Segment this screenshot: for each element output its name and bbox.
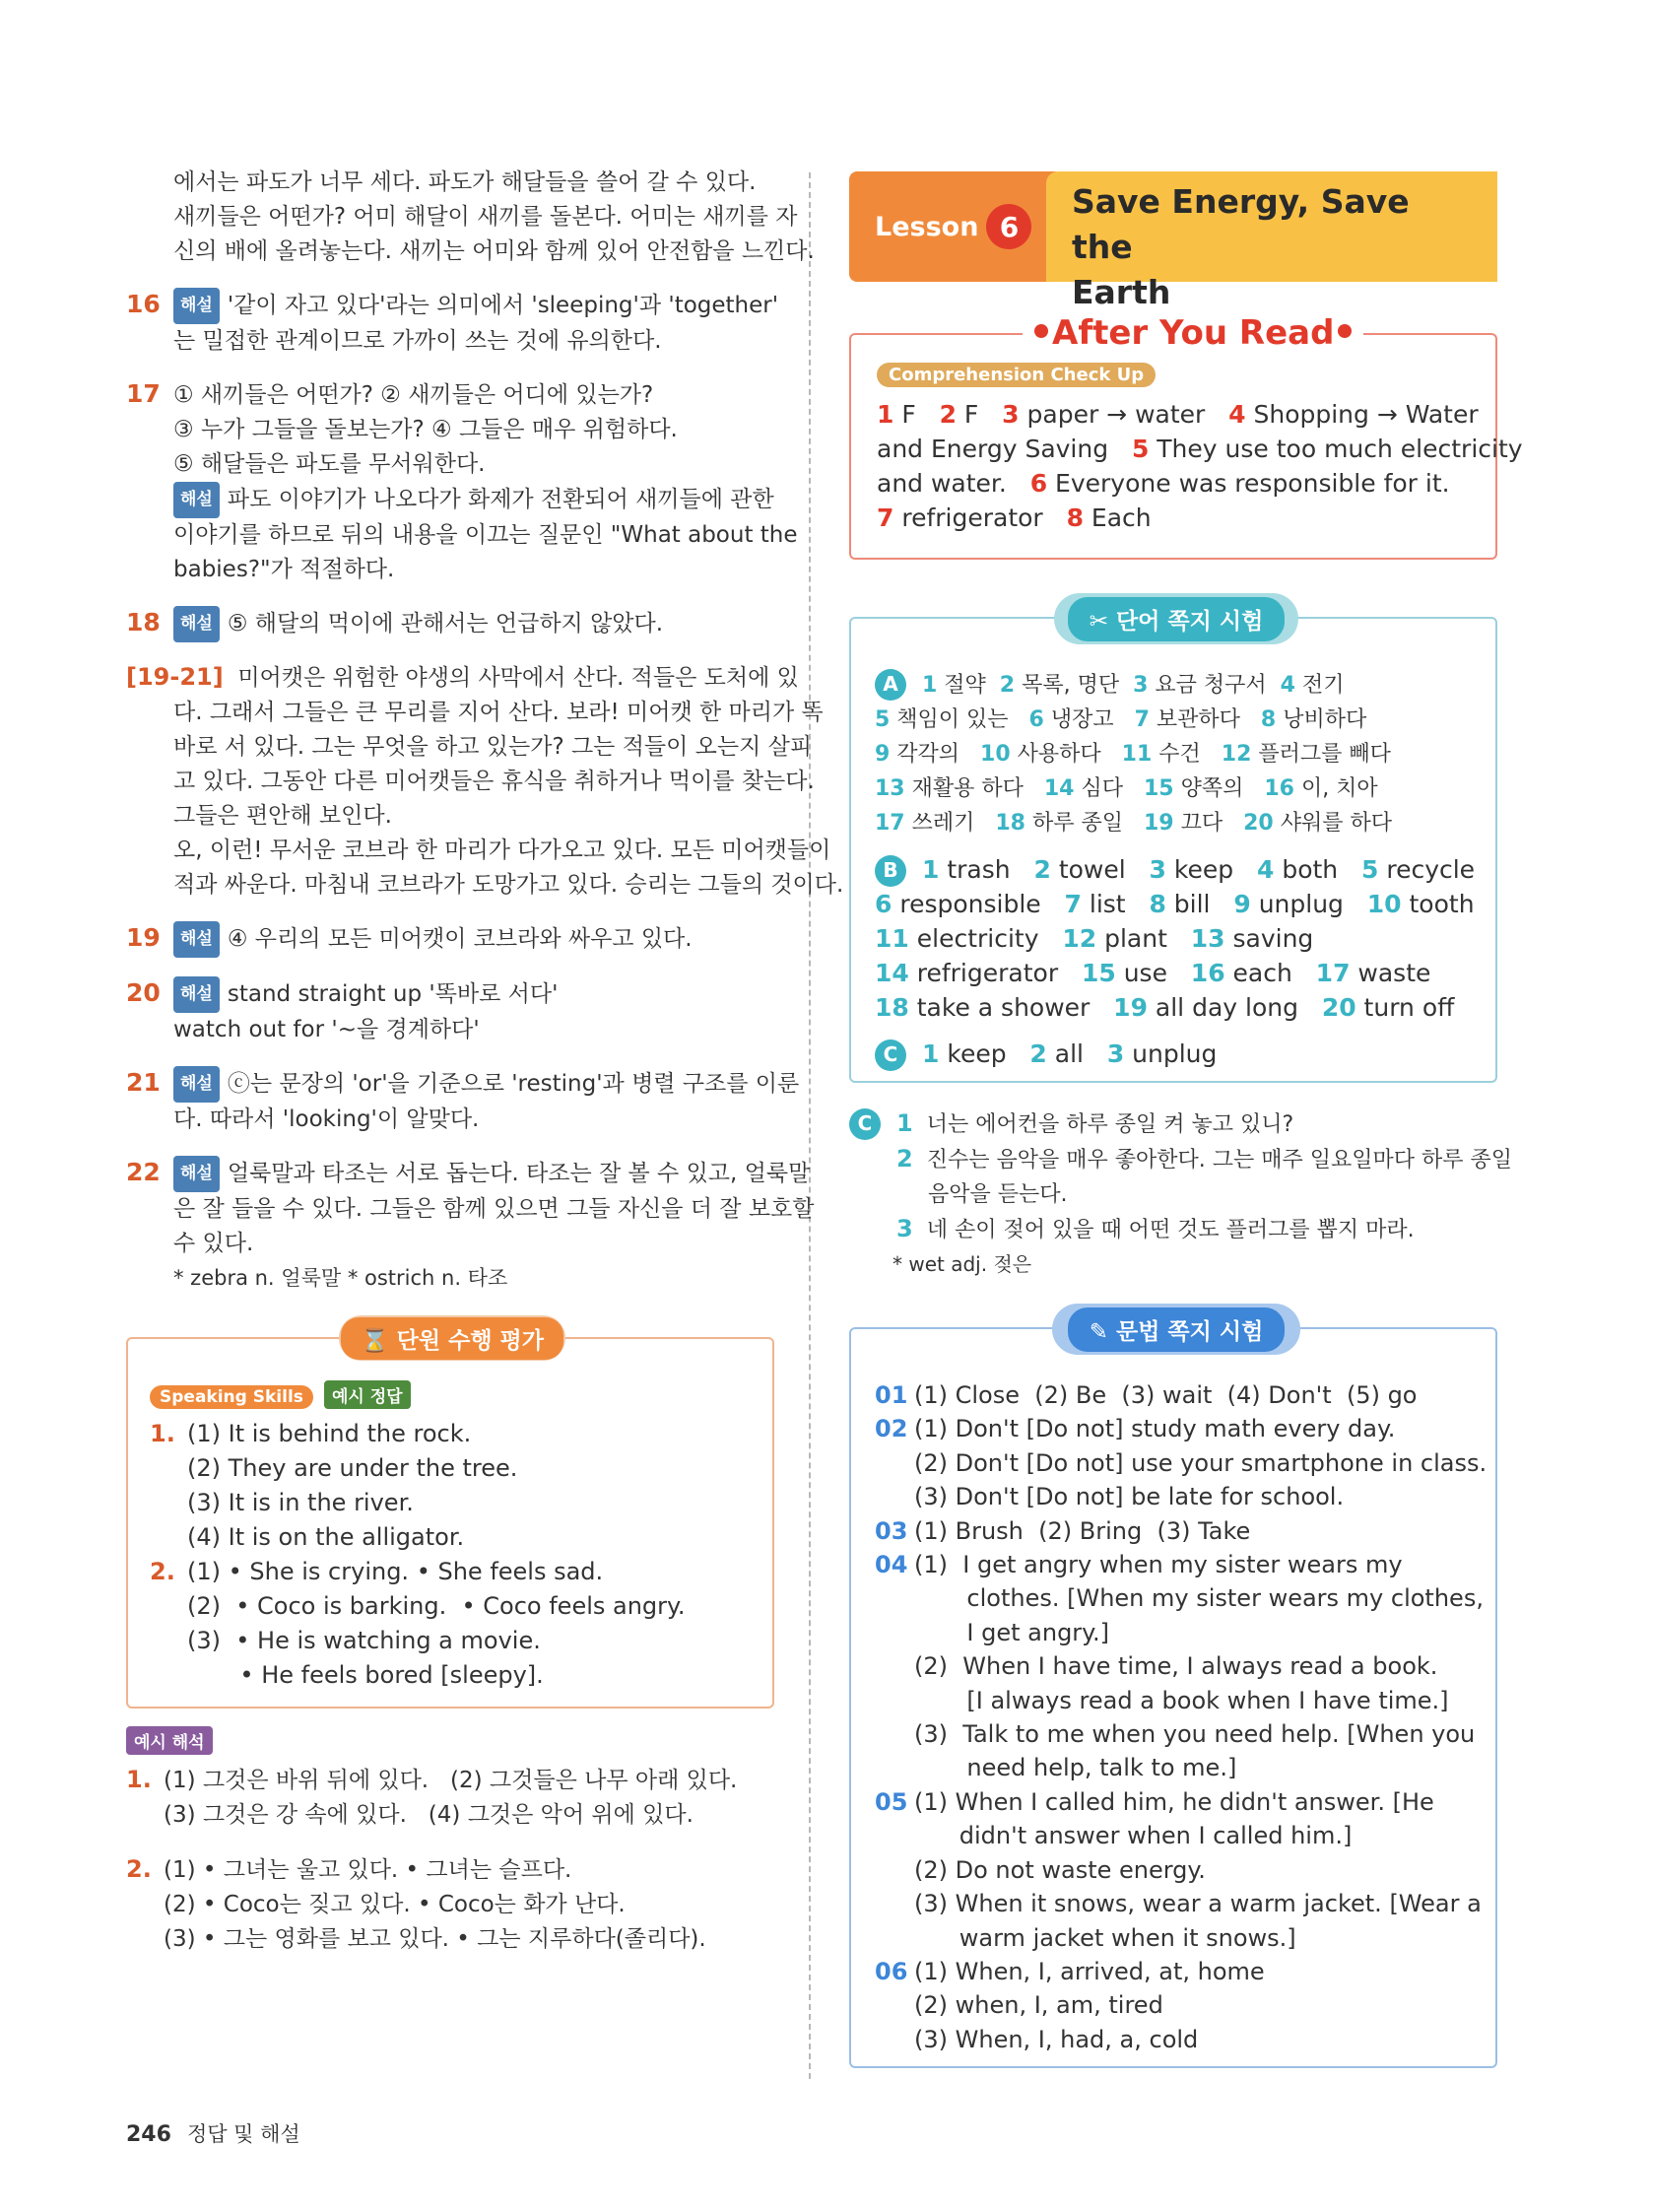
eval-item-2: 2. (1) • She is crying. • She feels sad. (2) • Coco is barking. • Coco feels angry. (3) • He is watching a movie. • He feels bored [sleepy]. [150,1558,686,1689]
answer-text: 전기 [1294,673,1345,698]
question-number: 22 [126,1158,161,1186]
answer-number: 5 [1131,435,1150,463]
answer-text: 샤워를 하다 [1273,811,1392,836]
answer-text: all [1046,1039,1107,1068]
question-19-21: [19-21] 미어캣은 위험한 야생의 사막에서 산다. 적들은 도처에 있 다. 그래서 그들은 큰 무리를 지어 산다. 보라! 미어캣 한 마리가 똑 바로 서 있다. 그는 무엇을 하고 있는가? 그는 적들이 오는지 살피 고 있다. 그동안 다른 미어캣들은 휴식을 취하거나 먹이를 찾는다. 그들은 편안해 보인다. 오, 이런! 무서운 코브라 한 마리가 다가오고 있다. 모든 미어캣들이 적과 싸운다. 마침내 코브라가 도망가고 있다. 승리는 그들의 것이다. [126,663,844,898]
answer-number: 2 [1029,1039,1047,1068]
lesson-header [849,171,1497,311]
grammar-answer-text: (1) Don't [Do not] study math every day. [914,1415,1396,1443]
answer-text: 목록, 명단 [1015,673,1134,698]
answer-text: take a shower [908,993,1114,1022]
answer-text: and Energy Saving [877,435,1132,463]
answer-number: 8 [1066,503,1084,532]
grammar-question-number: 05 [875,1787,908,1816]
grammar-answer-line [875,1684,1472,1717]
explanation-tag: 해설 [173,288,220,324]
answer-text: paper → water [1019,400,1229,429]
answer-line [877,466,1470,501]
answer-text: both [1274,855,1361,884]
sample-translation: 예시 해석 1. (1) 그것은 바위 뒤에 있다. (2) 그것들은 나무 아래 있다. (3) 그것은 강 속에 있다. (4) 그것은 악어 위에 있다. 2. (1) • 그녀는 울고 있다. • 그녀는 슬프다. (2) • Coco는 짖고 있다. • Coco는 화가 난다. (3) • 그는 영화를 보고 있다. • 그는 지루하다(졸리다). [126,1726,776,1957]
answer-number: 3 [1002,400,1020,429]
explanation-tag: 해설 [173,921,220,958]
answer-number: 8 [1260,707,1277,732]
answer-line [875,852,1476,887]
grammar-question-number: 04 [875,1551,908,1579]
answer-line [875,921,1472,956]
vocab-quiz-title: ✂ 단어 쪽지 시험 [1054,593,1298,644]
puzzle-icon: ✂ [1089,608,1116,635]
answer-number: 9 [1233,890,1251,918]
answer-text: 끄다 [1173,811,1244,836]
grammar-answer-line [875,1955,1472,1988]
after-you-read-title: After You Read [1023,311,1363,355]
grammar-answer-text: (1) Brush (2) Bring (3) Take [914,1516,1251,1545]
answer-text: use [1115,959,1191,987]
grammar-answer-line [875,1378,1472,1412]
unit-evaluation-box [126,1327,774,1709]
answer-text: keep [1165,855,1257,884]
question-number: 17 [126,379,161,408]
grammar-answer-text: clothes. [When my sister wears my clothes, [914,1584,1484,1613]
answer-text: keep [939,1039,1030,1068]
answer-number: 14 [1043,776,1075,801]
grammar-answer-text: (3) Talk to me when you need help. [When you [914,1720,1476,1749]
answer-line [875,956,1472,990]
explanation-tag: 해설 [173,606,220,642]
lesson-tab: Lesson 6 [849,171,1056,282]
vocab-section-a [875,668,1472,840]
answer-number: 4 [1280,673,1295,698]
grammar-answer-text: didn't answer when I called him.] [914,1822,1353,1850]
answer-text: refrigerator [908,959,1082,987]
section-c-badge: C [849,1108,881,1140]
answer-text: 각각의 [890,742,981,767]
answer-text: each [1224,959,1316,987]
answer-text: 이, 치아 [1293,776,1378,801]
grammar-answer-line [875,1649,1472,1683]
grammar-answer-line [875,1480,1472,1513]
answer-number: 7 [877,503,894,532]
answer-number: 4 [1228,400,1246,429]
grammar-answer-line [875,1717,1476,1751]
answer-line [875,1037,1472,1071]
question-18: 18 해설 ⑤ 해달의 먹이에 관해서는 언급하지 않았다. [126,605,776,642]
grammar-answer-text: (3) When it snows, wear a warm jacket. [Wear a [914,1890,1482,1918]
answer-number: 10 [980,742,1011,767]
vocab-section-b [875,852,1476,1025]
answer-number: 20 [1243,811,1274,836]
grammar-answer-text: I get angry.] [914,1618,1109,1646]
grammar-answer-text: [I always read a book when I have time.] [914,1686,1449,1714]
intro-text: 에서는 파도가 너무 세다. 파도가 해달들을 쓸어 갈 수 있다. 새끼들은 어떤가? 어미 해달이 새끼를 돌본다. 어미는 새끼를 자 신의 배에 올려놓는다. 새끼는 어미와 함께 있어 안전함을 느낀다. [173,169,815,264]
answer-text: 책임이 있는 [890,707,1029,732]
answer-number: 1 [922,1039,940,1068]
answer-text: 심다 [1074,776,1144,801]
answer-number: 4 [1256,855,1275,884]
pencil-icon: ✎ [1089,1318,1116,1345]
answer-text: bill [1165,890,1234,918]
explanation-tag: 해설 [173,482,220,518]
answer-text: Everyone was responsible for it. [1047,469,1450,498]
section-c-badge: C [875,1039,906,1071]
answer-number: 3 [1106,1039,1125,1068]
grammar-answer-line [875,1921,1472,1955]
vocab-quiz-box [849,608,1497,1083]
answer-number: 6 [1028,707,1044,732]
question-number: 16 [126,290,161,318]
explanation-tag: 해설 [173,1156,220,1192]
grammar-answer-text: (3) When, I, had, a, cold [914,2025,1199,2053]
answer-text: all day long [1147,993,1322,1022]
answer-number: 7 [1064,890,1082,918]
left-column [126,166,844,1957]
answer-text: towel [1050,855,1150,884]
grammar-answer-text: (2) Do not waste energy. [914,1855,1206,1884]
answer-text: waste [1350,959,1431,987]
grammar-question-number: 06 [875,1957,908,1985]
grammar-answer-line [875,1751,1472,1784]
grammar-answer-line [875,1548,1472,1581]
answer-number: 8 [1149,890,1166,918]
answer-text: 하루 종일 [1025,811,1144,836]
answer-number: 6 [1029,469,1048,498]
grammar-answer-line [875,1988,1472,2022]
answer-number: 5 [1360,855,1379,884]
explanation-tag: 해설 [173,1066,220,1103]
grammar-answer-text: (1) When, I, arrived, at, home [914,1957,1265,1985]
answer-number: 1 [922,855,940,884]
grammar-answer-line [875,1616,1472,1649]
answer-text: list [1081,890,1150,918]
answer-text: Each [1083,503,1152,532]
answer-text: 절약 [937,673,1000,698]
section-c-translations: C 1 너는 에어컨을 하루 종일 켜 놓고 있니? 2 진수는 음악을 매우 좋아한다. 그는 매주 일요일마다 하루 종일 음악을 듣는다. 3 네 손이 젖어 있을 때 어떤 것도 플러그를 뽑지 마라. * wet adj. 젖은 [849,1106,1497,1282]
page-footer [126,2118,300,2148]
speaking-skills-pill: Speaking Skills [150,1385,313,1409]
grammar-question-number: 01 [875,1381,908,1409]
answer-number: 14 [875,959,909,987]
answer-number: 11 [1121,742,1153,767]
answer-text: 낭비하다 [1276,707,1367,732]
answer-number: 20 [1321,993,1356,1022]
section-a-badge: A [875,669,906,701]
question-21: 21 해설 ⓒ는 문장의 'or'을 기준으로 'resting'과 병렬 구조를 이룬 다. 따라서 'looking'이 알맞다. [126,1065,776,1137]
answer-number: 2 [1033,855,1051,884]
answer-line [875,737,1472,771]
answer-text: responsible [892,890,1065,918]
answer-text: 냉장고 [1043,707,1135,732]
answer-number: 6 [875,890,893,918]
answer-text: unplug [1124,1039,1218,1068]
grammar-answers [875,1378,1488,2056]
answer-text: 플러그를 빼다 [1251,742,1391,767]
answer-number: 1 [877,400,894,429]
grammar-answer-text: warm jacket when it snows.] [914,1923,1296,1952]
column-divider [809,172,811,2079]
answer-number: 12 [1062,924,1097,953]
vocab-section-c [875,1037,1472,1071]
question-20: 20 해설 stand straight up '똑바로 서다' watch out for '~을 경계하다' [126,975,776,1047]
question-19: 19 해설 ④ 우리의 모든 미어캣이 코브라와 싸우고 있다. [126,920,776,958]
hourglass-icon-title: ⌛ 단원 수행 평가 [341,1317,563,1360]
answer-number: 16 [1264,776,1294,801]
answer-text: turn off [1355,993,1455,1022]
answer-text: 요금 청구서 [1148,673,1281,698]
answer-text: saving [1224,924,1314,953]
answer-text: 양쪽의 [1173,776,1265,801]
answer-text: plant [1096,924,1191,953]
grammar-question-number: 02 [875,1415,908,1443]
question-22: 22 해설 얼룩말과 타조는 서로 돕는다. 타조는 잘 볼 수 있고, 얼룩말 은 잘 들을 수 있다. 그들은 함께 있으면 그들 자신을 더 잘 보호할 수 있다. * zebra n. 얼룩말 * ostrich n. 타조 [126,1155,776,1296]
comprehension-check-pill: Comprehension Check Up [877,363,1156,387]
grammar-answer-line [875,1412,1472,1445]
grammar-answer-text: (1) When I called him, he didn't answer. [He [914,1787,1434,1816]
vocab-note: * zebra n. 얼룩말 * ostrich n. 타조 [173,1266,508,1290]
lesson-title: Save Energy, Save the Earth [1046,171,1497,282]
answer-number: 17 [1315,959,1351,987]
grammar-answer-text: (1) Close (2) Be (3) wait (4) Don't (5) go [914,1381,1418,1409]
answer-number: 13 [1190,924,1225,953]
answer-line [875,806,1472,840]
question-number: 21 [126,1068,161,1097]
answer-text: 쓰레기 [904,811,996,836]
question-17: 17 ① 새끼들은 어떤가? ② 새끼들은 어디에 있는가? ③ 누가 그들을 돌보는가? ④ 그들은 매우 위험하다. ⑤ 해달들은 파도를 무서워한다. 해설 파도 이야기가 나오다가 화제가 전환되어 새끼들에 관한 이야기를 하므로 뒤의 내용을 이끄는 질문인 "What about the babies?"가 적절하다. [126,376,776,587]
bullet-dot-icon [1338,324,1352,338]
answer-line [875,887,1475,921]
explanation-tag: 해설 [173,976,220,1013]
answer-text: trash [939,855,1034,884]
answer-line [877,501,1470,535]
answer-number: 19 [1143,811,1174,836]
answer-text: tooth [1401,890,1475,918]
answer-line [875,990,1472,1025]
grammar-answer-line [875,1887,1482,1920]
answer-number: 15 [1081,959,1116,987]
answer-number: 18 [875,993,909,1022]
grammar-answer-line [875,1514,1472,1548]
grammar-answer-text: (2) when, I, am, tired [914,1991,1163,2020]
right-column [849,171,1523,2068]
answer-line [875,703,1472,737]
footer-label: 정답 및 해설 [186,2122,300,2146]
answer-number: 10 [1366,890,1402,918]
answer-text: 재활용 하다 [904,776,1044,801]
answer-number: 12 [1221,742,1252,767]
question-number: 18 [126,608,161,637]
answer-number: 5 [875,707,891,732]
grammar-answer-line [875,1446,1488,1480]
question-number: 20 [126,978,161,1007]
answer-text: unplug [1250,890,1367,918]
grammar-answer-text: (1) I get angry when my sister wears my [914,1551,1403,1579]
answer-number: 7 [1134,707,1150,732]
unit-evaluation-title [339,1315,565,1361]
grammar-answer-text: (2) When I have time, I always read a book. [914,1652,1438,1681]
answer-number: 11 [875,924,909,953]
answer-number: 17 [875,811,905,836]
answer-text: and water. [877,469,1030,498]
page-number: 246 [126,2122,171,2147]
answer-line [875,668,1472,703]
grammar-answer-line [875,2023,1472,2056]
grammar-answer-line [875,1785,1472,1819]
answer-text: recycle [1378,855,1476,884]
answer-number: 1 [922,673,938,698]
answer-number: 13 [875,776,905,801]
answer-text: refrigerator [893,503,1067,532]
answer-text: Shopping → Water [1245,400,1479,429]
section-b-badge: B [875,855,906,887]
answer-number: 3 [1149,855,1166,884]
grammar-question-number: 03 [875,1516,908,1545]
answer-number: 15 [1143,776,1174,801]
lesson-number: 6 [986,204,1031,249]
sample-answer-pill: 예시 정답 [324,1380,411,1409]
grammar-quiz-box [849,1318,1497,2068]
grammar-quiz-title: ✎ 문법 쪽지 시험 [1052,1304,1300,1355]
question-number: 19 [126,923,161,952]
sample-translation-pill: 예시 해석 [126,1726,213,1755]
after-you-read-answers [877,397,1523,535]
answer-number: 16 [1190,959,1225,987]
answer-line [877,397,1479,432]
grammar-answer-text: (2) Don't [Do not] use your smartphone in class. [914,1448,1488,1477]
answer-line [877,432,1523,466]
grammar-answer-line [875,1853,1472,1887]
question-16: 16 해설 '같이 자고 있다'라는 의미에서 'sleeping'과 'together' 는 밀접한 관계이므로 가까이 쓰는 것에 유의한다. [126,287,776,359]
answer-line [875,771,1472,806]
answer-text: electricity [908,924,1063,953]
after-you-read-box [849,313,1523,560]
grammar-answer-line [875,1819,1472,1852]
bullet-dot-icon [1034,324,1048,338]
answer-text: 수건 [1152,742,1222,767]
answer-number: 19 [1113,993,1148,1022]
answer-number: 9 [875,742,891,767]
answer-number: 18 [995,811,1025,836]
answer-number: 3 [1133,673,1149,698]
eval-item-1: 1. (1) It is behind the rock. (2) They are under the tree. (3) It is in the river. (4) It is on the alligator. [150,1420,518,1551]
answer-text: 사용하다 [1010,742,1122,767]
vocab-note: * wet adj. 젖은 [893,1252,1032,1276]
answer-text: F [956,400,1003,429]
grammar-answer-text: need help, talk to me.] [914,1754,1237,1782]
answer-number: 2 [939,400,957,429]
answer-text: F [893,400,940,429]
question-number: [19-21] [126,663,224,691]
answer-text: They use too much electricity [1149,435,1523,463]
answer-number: 2 [999,673,1016,698]
grammar-answer-line [875,1581,1484,1615]
answer-text: 보관하다 [1149,707,1261,732]
grammar-answer-text: (3) Don't [Do not] be late for school. [914,1483,1345,1511]
